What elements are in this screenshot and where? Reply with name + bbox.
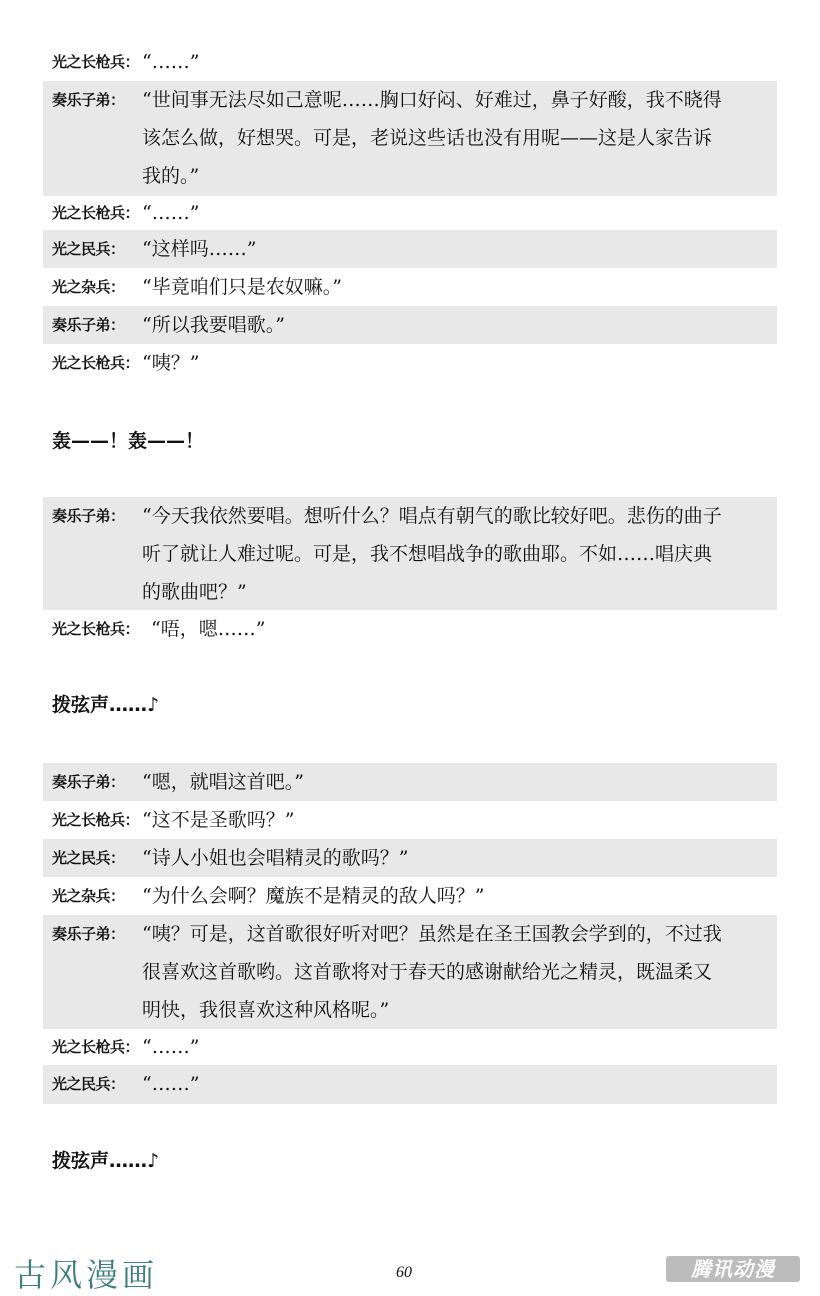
dialogue-row [43, 763, 777, 801]
speaker-name: 光之民兵： [52, 240, 125, 258]
dialogue-row [43, 196, 777, 230]
speaker-name: 光之长枪兵： [52, 53, 140, 71]
dialogue-row [43, 43, 777, 81]
dialogue-line: “……” [142, 1036, 200, 1058]
speaker-name: 光之长枪兵： [52, 811, 140, 829]
dialogue-line: “……” [142, 202, 200, 224]
dialogue-row [43, 801, 777, 839]
dialogue-row [43, 839, 777, 877]
dialogue-line: “所以我要唱歌。” [142, 314, 285, 336]
dialogue-line: “世间事无法尽如己意呢……胸口好闷、好难过，鼻子好酸，我不晓得 [142, 89, 722, 111]
dialogue-line: “毕竟咱们只是农奴嘛。” [142, 276, 342, 298]
dialogue-row [43, 81, 777, 196]
speaker-name: 光之长枪兵： [52, 204, 140, 222]
dialogue-row [43, 610, 777, 648]
dialogue-line: 我的。” [142, 165, 200, 187]
dialogue-row [43, 1065, 777, 1104]
dialogue-row [43, 877, 777, 915]
dialogue-line: “嗯，就唱这首吧。” [142, 771, 304, 793]
sound-effect: 拨弦声……♪ [52, 1150, 160, 1172]
dialogue-line: “……” [142, 1073, 200, 1095]
dialogue-row [43, 915, 777, 1029]
dialogue-row [43, 230, 777, 268]
dialogue-line: 听了就让人难过呢。可是，我不想唱战争的歌曲耶。不如……唱庆典 [142, 543, 713, 565]
dialogue-line: “这样吗……” [142, 238, 257, 260]
dialogue-line: “咦？” [142, 352, 200, 374]
dialogue-line: “唔，嗯……” [151, 618, 266, 640]
dialogue-row [43, 497, 777, 610]
sound-effect: 轰——！轰——！ [52, 430, 205, 452]
dialogue-line: 很喜欢这首歌哟。这首歌将对于春天的感谢献给光之精灵，既温柔又 [142, 961, 713, 983]
speaker-name: 光之长枪兵： [52, 620, 140, 638]
speaker-name: 奏乐子弟： [52, 316, 125, 334]
dialogue-row [43, 268, 777, 306]
dialogue-line: “……” [142, 51, 200, 73]
dialogue-line: “为什么会啊？魔族不是精灵的敌人吗？” [142, 885, 485, 907]
watermark-logo-left: 古风漫画 [14, 1256, 159, 1294]
speaker-name: 奏乐子弟： [52, 773, 125, 791]
speaker-name: 光之杂兵： [52, 278, 125, 296]
speaker-name: 光之长枪兵： [52, 354, 140, 372]
dialogue-line: “今天我依然要唱。想听什么？唱点有朝气的歌比较好吧。悲伤的曲子 [142, 505, 722, 527]
speaker-name: 光之长枪兵： [52, 1038, 140, 1056]
speaker-name: 光之民兵： [52, 849, 125, 867]
dialogue-row [43, 1029, 777, 1065]
speaker-name: 奏乐子弟： [52, 91, 125, 109]
dialogue-line: “咦？可是，这首歌很好听对吧？虽然是在圣王国教会学到的，不过我 [142, 923, 722, 945]
dialogue-row [43, 306, 777, 344]
speaker-name: 奏乐子弟： [52, 507, 125, 525]
dialogue-line: “这不是圣歌吗？” [142, 809, 295, 831]
speaker-name: 奏乐子弟： [52, 925, 125, 943]
page-number: 60 [396, 1264, 412, 1281]
dialogue-line: “诗人小姐也会唱精灵的歌吗？” [142, 847, 409, 869]
dialogue-line: 的歌曲吧？” [142, 581, 247, 603]
watermark-logo-right: 腾讯动漫 [666, 1256, 800, 1282]
sound-effect: 拨弦声……♪ [52, 694, 160, 716]
dialogue-line: 明快，我很喜欢这种风格呢。” [142, 999, 390, 1021]
speaker-name: 光之民兵： [52, 1075, 125, 1093]
dialogue-row [43, 344, 777, 382]
speaker-name: 光之杂兵： [52, 887, 125, 905]
dialogue-line: 该怎么做，好想哭。可是，老说这些话也没有用呢——这是人家告诉 [142, 127, 713, 149]
